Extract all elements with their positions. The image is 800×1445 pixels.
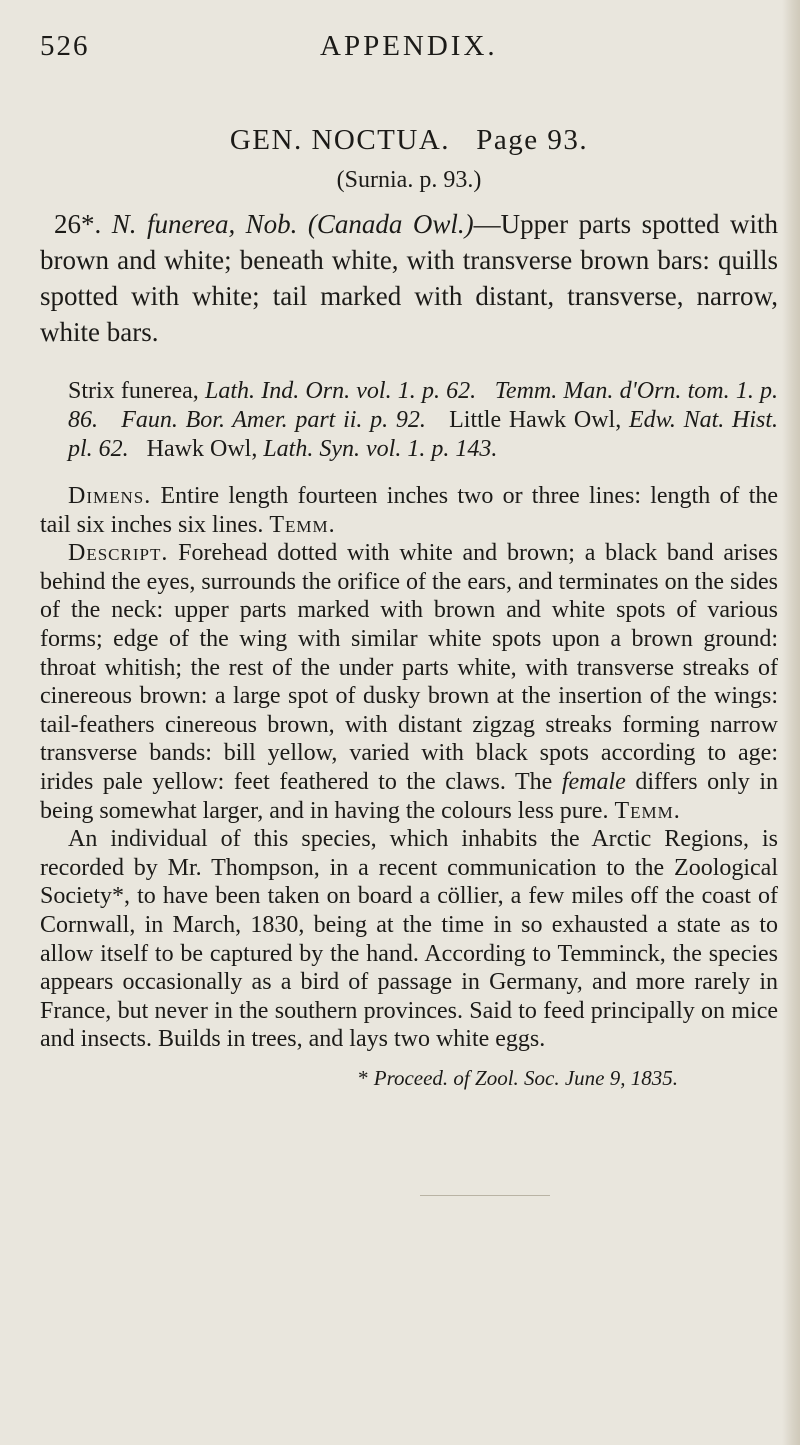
species-common-name: (Canada Owl.) xyxy=(307,209,474,239)
page-number: 526 xyxy=(40,30,90,62)
stray-rule-line xyxy=(420,1195,550,1196)
species-diagnosis: —Upper parts spotted with brown and white; beneath white, with transverse brown bars: quills spotted with white; tail marked with distant, transverse, narrow, white bars. xyxy=(40,209,779,347)
dimensions-text: Entire length fourteen inches two or three lines: length of the tail six inches six lines. xyxy=(40,483,779,538)
synonym-reference: Temm. Man. d'Orn. tom. 1. p. 86. xyxy=(68,378,779,433)
genus-heading: GEN. NOCTUA. Page 93. xyxy=(229,124,589,156)
running-head xyxy=(40,30,778,74)
species-number: 26*. xyxy=(54,209,102,239)
synonym-reference: Faun. Bor. Amer. part ii. p. 92. xyxy=(121,407,426,433)
description-text-female: differs only in being somewhat larger, and in having the colours less pure. xyxy=(40,768,779,824)
description-paragraph xyxy=(40,539,778,825)
book-page xyxy=(40,30,778,1091)
dimensions-label: Dimens. xyxy=(68,483,152,509)
synonym-name: Hawk Owl, xyxy=(146,436,258,462)
dimensions-authority: Temm. xyxy=(269,511,336,538)
footnote xyxy=(40,1066,778,1091)
description-authority: Temm. xyxy=(614,797,681,824)
synonym-reference: Lath. Ind. Orn. vol. 1. p. 62. xyxy=(205,378,477,404)
page-edge-shadow xyxy=(782,0,800,1445)
synonym-name: Little Hawk Owl, xyxy=(449,407,622,433)
footnote-text: Proceed. of Zool. Soc. June 9, 1835. xyxy=(373,1065,678,1090)
observations-paragraph: An individual of this species, which inhabits the Arctic Regions, is recorded by Mr. Thompson, in a recent communication to the Zoological Society*, to have been taken on board a cöllier, a few miles off the coast of Cornwall, in March, 1830, being at the time in so exhausted a state as to allow itself to be captured by the hand. According to Temminck, the species appears occasionally as a bird of passage in Germany, and more rarely in France, but never in the southern provinces. Said to feed principally on mice and insects. Builds in trees, and lays two white eggs. xyxy=(40,826,778,1053)
subgenus-heading: (Surnia. p. 93.) xyxy=(336,167,482,193)
synonymy xyxy=(40,377,778,464)
species-entry xyxy=(40,206,778,350)
running-title: APPENDIX. xyxy=(320,30,498,62)
synonym-reference: Edw. Nat. Hist. pl. 62. xyxy=(68,407,779,462)
species-name: N. funerea, Nob. xyxy=(111,209,298,239)
dimensions-paragraph xyxy=(40,482,778,539)
description-label: Descript. xyxy=(68,540,169,567)
description-female-word: female xyxy=(561,768,626,795)
description-text: Forehead dotted with white and brown; a black band arises behind the eyes, surrounds the orifice of the ears, and terminates on the sides of the neck: upper parts marked with brown and white spots of various forms; edge of the wing with similar white spots upon a brown ground: throat whitish; the rest of the under parts white, with transverse streaks of cinereous brown: a large spot of dusky brown at the insertion of the wings: tail-feathers cinereous brown, with distant zigzag streaks forming narrow transverse bands: bill yellow, varied with black spots according to age: irides pale yellow: feet feathered to the claws. The xyxy=(40,540,778,795)
footnote-mark: * xyxy=(358,1065,369,1090)
synonym-name: Strix funerea, xyxy=(68,378,199,404)
synonym-reference: Lath. Syn. vol. 1. p. 143. xyxy=(263,436,498,462)
